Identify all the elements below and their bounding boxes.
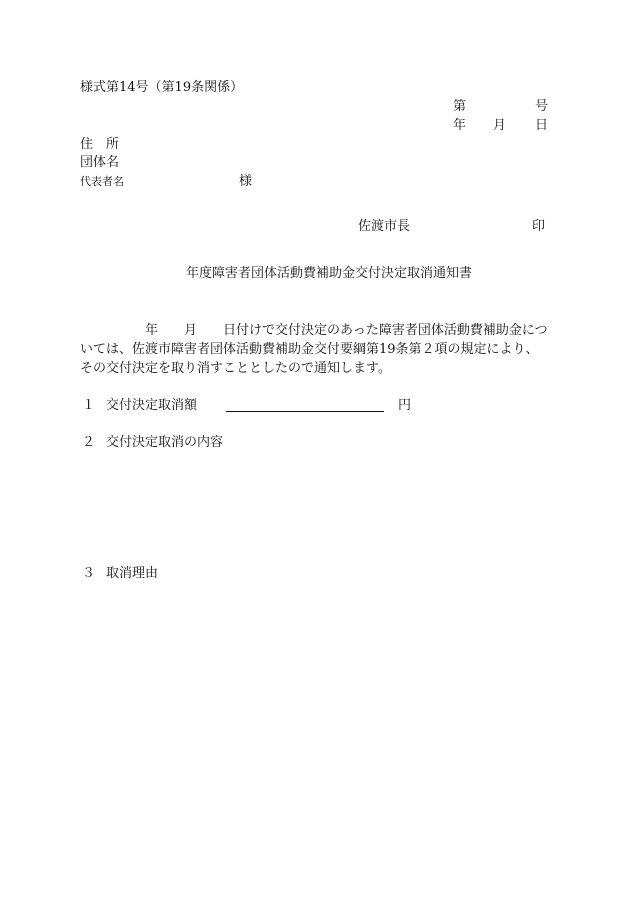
item-3-number: ３	[82, 566, 96, 581]
item-1-number: １	[82, 398, 96, 413]
amount-blank-line	[226, 411, 384, 412]
item-1-unit: 円	[398, 398, 412, 413]
honorific-sama: 様	[239, 174, 253, 189]
item-2-label: 交付決定取消の内容	[106, 435, 224, 450]
date-day: 日	[535, 118, 549, 133]
doc-number-dai: 第	[453, 99, 467, 114]
item-1-label: 交付決定取消額	[106, 398, 198, 413]
body-line-1: 年 月 日付けで交付決定のあった障害者団体活動費補助金につ	[80, 323, 548, 338]
doc-number-go: 号	[535, 99, 549, 114]
document-title: 年度障害者団体活動費補助金交付決定取消通知書	[186, 266, 473, 281]
seal-icon: 印	[532, 219, 546, 234]
item-3-label: 取消理由	[106, 566, 159, 581]
address-label: 住 所	[80, 137, 120, 152]
form-number-label: 様式第14号（第19条関係）	[80, 80, 244, 95]
organization-label: 団体名	[80, 155, 120, 170]
date-year: 年	[453, 118, 467, 133]
body-line-2: いては、佐渡市障害者団体活動費補助金交付要綱第19条第２項の規定により、	[80, 342, 539, 357]
body-line-3: その交付決定を取り消すこととしたので通知します。	[80, 361, 391, 376]
date-month: 月	[493, 118, 507, 133]
seal-mark	[532, 219, 545, 235]
representative-label: 代表者名	[80, 175, 124, 188]
item-2-number: ２	[82, 435, 96, 450]
body-paragraph	[80, 321, 550, 378]
issuer-title: 佐渡市長	[358, 219, 411, 234]
